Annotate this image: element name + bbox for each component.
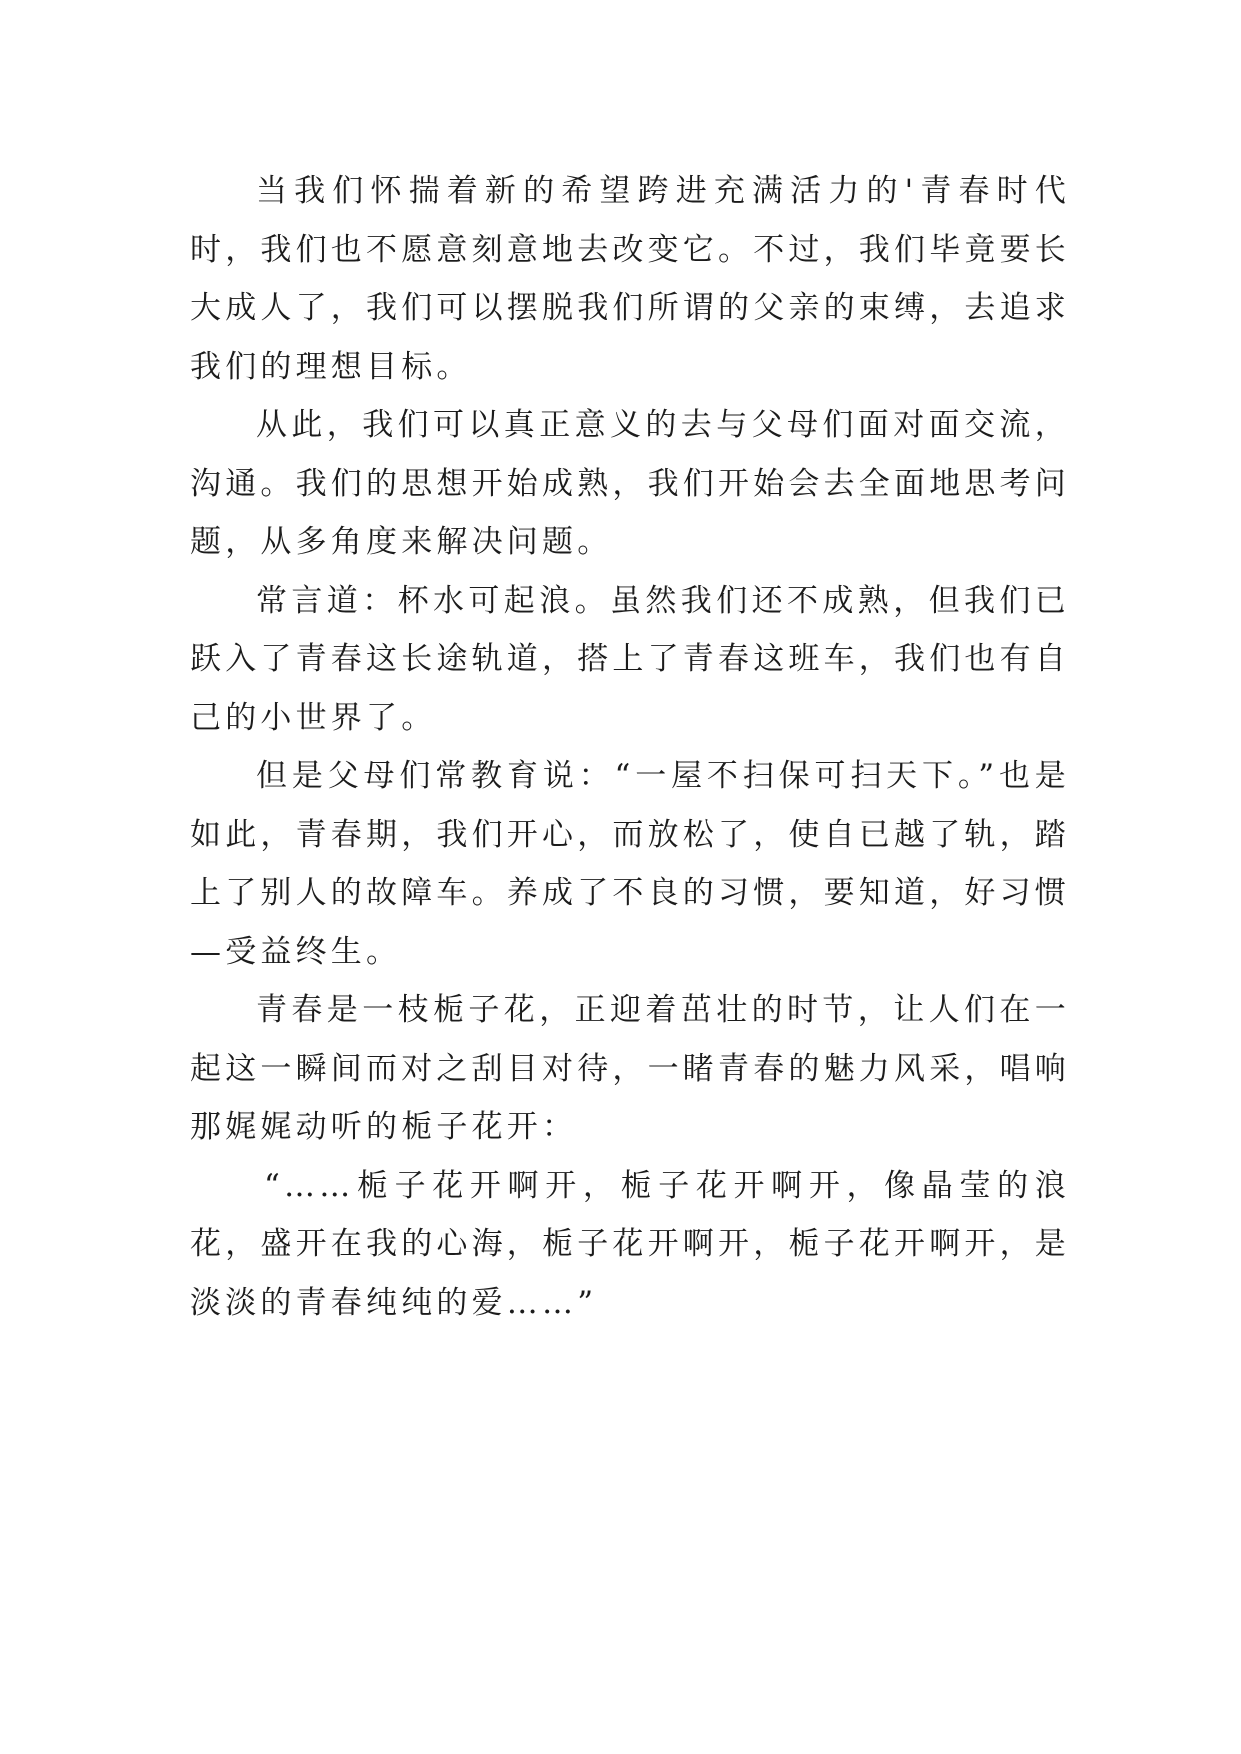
document-body — [190, 162, 1070, 1332]
paragraph-4: 但是父母们常教育说：“一屋不扫保可扫天下。”也是如此，青春期，我们开心，而放松了，使自已越了轨，踏上了别人的故障车。养成了不良的习惯，要知道，好习惯—受益终生。 — [190, 758, 1070, 970]
paragraph-6-song-quote: “……栀子花开啊开，栀子花开啊开，像晶莹的浪花，盛开在我的心海，栀子花开啊开，栀子花开啊开，是淡淡的青春纯纯的爱……” — [190, 1167, 1070, 1321]
paragraph-1: 当我们怀揣着新的希望跨进充满活力的'青春时代时，我们也不愿意刻意地去改变它。不过，我们毕竟要长大成人了，我们可以摆脱我们所谓的父亲的束缚，去追求我们的理想目标。 — [190, 173, 1070, 385]
paragraph-3: 常言道：杯水可起浪。虽然我们还不成熟，但我们已跃入了青春这长途轨道，搭上了青春这班车，我们也有自己的小世界了。 — [190, 582, 1070, 736]
paragraph-5: 青春是一枝栀子花，正迎着茁壮的时节，让人们在一起这一瞬间而对之刮目对待，一睹青春的魅力风采，唱响那娓娓动听的栀子花开： — [190, 992, 1070, 1145]
paragraph-2: 从此，我们可以真正意义的去与父母们面对面交流，沟通。我们的思想开始成熟，我们开始会去全面地思考问题，从多角度来解决问题。 — [190, 407, 1070, 560]
